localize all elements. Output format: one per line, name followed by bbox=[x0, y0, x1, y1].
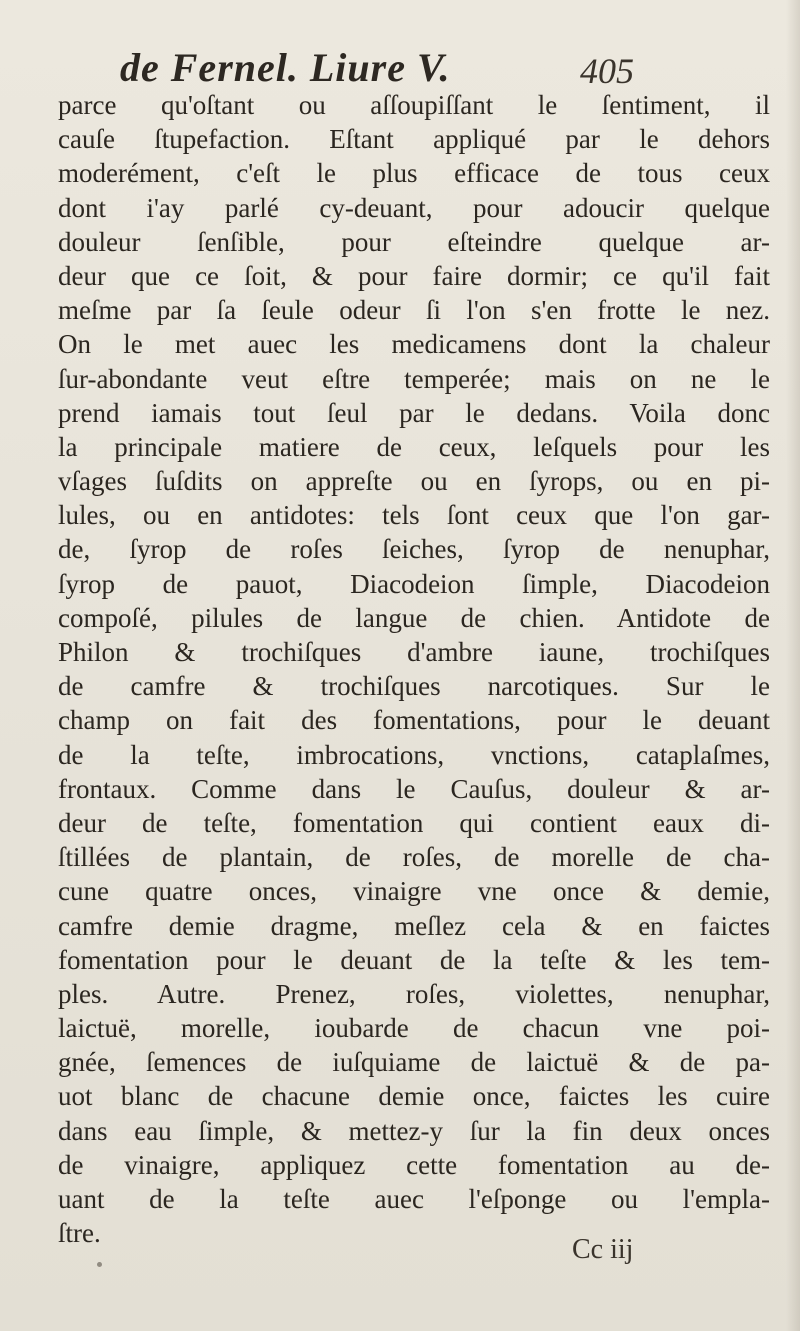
text-line: Philon & trochiſques d'ambre iaune, trochiſques bbox=[58, 637, 770, 667]
text-line: ſur-abondante veut eſtre temperée; mais on ne le bbox=[58, 363, 770, 394]
signature-mark: Cc iij bbox=[572, 1234, 634, 1265]
text-line: de vinaigre, appliquez cette fomentation au de- bbox=[58, 1149, 770, 1180]
text-line: deur que ce ſoit, & pour faire dormir; ce qu'il fait bbox=[58, 260, 770, 291]
text-line: cune quatre onces, vinaigre vne once & demie, bbox=[58, 876, 770, 907]
text-line: On le met auec les medicamens dont la chaleur bbox=[58, 329, 770, 360]
text-line: de, ſyrop de roſes ſeiches, ſyrop de nenuphar, bbox=[58, 534, 770, 565]
text-line: cauſe ſtupefaction. Eſtant appliqué par le dehors bbox=[58, 124, 770, 155]
text-line: de la teſte, imbrocations, vnctions, cataplaſmes, bbox=[58, 739, 770, 770]
page-edge-shadow bbox=[786, 0, 800, 1331]
text-line: douleur ſenſible, pour eſteindre quelque ar- bbox=[58, 226, 770, 257]
text-line: de camfre & trochiſques narcotiques. Sur le bbox=[58, 671, 770, 702]
text-line: dont i'ay parlé cy-deuant, pour adoucir quelque bbox=[58, 192, 770, 223]
text-line: uot blanc de chacune demie once, faictes les cuire bbox=[58, 1081, 770, 1112]
text-line: ples. Autre. Prenez, roſes, violettes, nenuphar, bbox=[58, 978, 770, 1009]
text-line: dans eau ſimple, & mettez-y ſur la fin deux onces bbox=[58, 1115, 770, 1146]
text-line: compoſé, pilules de langue de chien. Antidote de bbox=[58, 602, 770, 633]
text-line: ſtillées de plantain, de roſes, de morelle de cha- bbox=[58, 842, 770, 873]
text-line: ſyrop de pauot, Diacodeion ſimple, Diacodeion bbox=[58, 568, 770, 599]
text-line: meſme par ſa ſeule odeur ſi l'on s'en frotte le nez. bbox=[58, 295, 770, 326]
text-line: laictuë, morelle, ioubarde de chacun vne poi- bbox=[58, 1013, 770, 1044]
body-text bbox=[58, 88, 770, 1250]
text-line: lules, ou en antidotes: tels ſont ceux que l'on gar- bbox=[58, 500, 770, 531]
text-line: parce qu'oſtant ou aſſoupiſſant le ſentiment, il bbox=[58, 90, 770, 120]
text-line: frontaux. Comme dans le Cauſus, douleur & ar- bbox=[58, 773, 770, 804]
page-number: 405 bbox=[580, 51, 634, 91]
text-line: camfre demie dragme, meſlez cela & en faictes bbox=[58, 910, 770, 941]
text-line: prend iamais tout ſeul par le dedans. Voila donc bbox=[58, 397, 770, 428]
text-line: gnée, ſemences de iuſquiame de laictuë & de pa- bbox=[58, 1047, 770, 1078]
text-line: uant de la teſte auec l'eſponge ou l'empla- bbox=[58, 1184, 770, 1214]
text-line: fomentation pour le deuant de la teſte & les tem- bbox=[58, 944, 770, 975]
text-line: deur de teſte, fomentation qui contient eaux di- bbox=[58, 807, 770, 838]
text-line: champ on fait des fomentations, pour le deuant bbox=[58, 705, 770, 736]
text-line: la principale matiere de ceux, leſquels pour les bbox=[58, 431, 770, 462]
text-line: ſtre. bbox=[58, 1218, 101, 1249]
text-line: moderément, c'eſt le plus efficace de tous ceux bbox=[58, 158, 770, 189]
text-line: vſages ſuſdits on appreſte ou en ſyrops, ou en pi- bbox=[58, 466, 770, 497]
ink-speck bbox=[97, 1262, 102, 1267]
running-title: de Fernel. Liure V. bbox=[120, 45, 451, 90]
